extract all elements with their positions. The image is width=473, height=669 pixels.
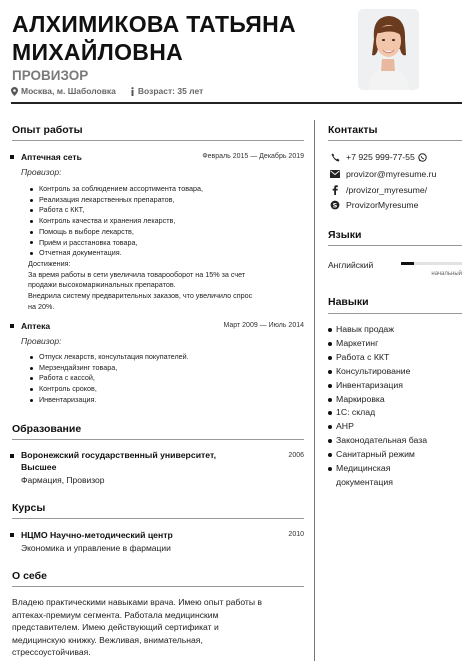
list-item: 1С: склад [328,406,463,420]
list-item: Инвентаризация. [28,395,303,406]
course-name: НЦМО Научно-методический центр [21,530,173,540]
list-item: Работа с кассой, [28,373,303,384]
info-icon [130,87,135,96]
timeline-marker [10,155,14,159]
svg-text:S: S [332,201,338,210]
section-rule [12,439,304,440]
skype-handle: ProvizorMyresume [346,200,419,210]
language-level-bar [401,262,462,265]
institution-line: Высшее [21,461,57,472]
list-item: Отпуск лекарств, консультация покупателей. [28,352,303,363]
section-title-experience: Опыт работы [12,124,83,136]
achievement-line: Внедрила систему предварительных заказов, что увеличило спрос [28,291,253,301]
list-item: Консультирование [328,365,463,379]
list-item: Работа с ККТ, [28,205,303,216]
about-line: Владею практическими навыками врача. Имею опыт работы в [12,597,262,607]
contact-link[interactable] [330,185,427,195]
list-item: Помощь в выборе лекарств, [28,227,303,238]
column-divider [314,120,315,661]
education-institution [21,450,271,473]
language-level-fill [401,262,414,265]
education-year: 2006 [288,452,304,459]
course-year: 2010 [288,531,304,538]
job-company: Аптека [21,321,51,331]
list-item: Контроль за соблюдением ассортимента товара, [28,184,303,195]
contact-phone[interactable] [330,152,427,162]
list-item: Санитарный режим [328,448,463,462]
job-achievements [28,259,304,313]
list-item: Мерзендайзинг товара, [28,363,303,374]
section-rule [328,245,462,246]
section-title-courses: Курсы [12,502,46,514]
achievement-line: Достижения: [28,259,71,268]
name-line-2: МИХАЙЛОВНА [12,39,184,65]
section-rule [12,586,304,587]
about-text [12,596,304,659]
about-line: стрессоустойчивая. [12,647,91,657]
candidate-name [12,10,342,66]
job-duties [28,352,303,406]
skype-icon [330,200,340,210]
about-line: представителем. Имею действующий сертификат и [12,622,219,632]
list-item: Маркировка [328,393,463,407]
achievement-line: на 20%. [28,301,55,311]
header-divider [11,102,462,104]
list-item: Отчетная документация. [28,248,303,259]
list-item: Контроль качества и хранения лекарств, [28,216,303,227]
timeline-marker [10,454,14,458]
achievement-line: продажи высокомаржинальных препаратов. [28,280,176,290]
about-line: аптеках-премиум сегмента. Работала медицинским [12,609,219,620]
location-text: Москва, м. Шаболовка [21,86,116,96]
contact-email[interactable] [330,169,436,179]
contact-skype[interactable] [330,200,418,210]
timeline-marker [10,533,14,537]
list-item: Контроль сроков, [28,384,303,395]
job-role: Провизор: [21,336,62,346]
personal-meta [11,86,203,96]
course-subject: Экономика и управление в фармации [21,543,171,553]
whatsapp-icon [418,153,427,162]
name-line-1: АЛХИМИКОВА ТАТЬЯНА [12,11,296,37]
section-title-contacts: Контакты [328,124,378,136]
job-company: Аптечная сеть [21,152,82,162]
section-rule [12,518,304,519]
envelope-icon [330,170,340,178]
list-item: Инвентаризация [328,379,463,393]
job-dates: Февраль 2015 — Декабрь 2019 [202,153,304,160]
age-text: Возраст: 35 лет [137,86,204,96]
skills-list [328,323,463,490]
section-title-skills: Навыки [328,296,369,308]
section-title-languages: Языки [328,229,362,241]
list-item: Медицинская [328,462,463,476]
phone-number: +7 925 999-77-55 [346,152,415,162]
section-rule [12,140,304,141]
section-rule [328,140,462,141]
position-title: ПРОВИЗОР [12,68,89,83]
section-rule [328,313,462,314]
list-item: Маркетинг [328,337,463,351]
language-level-text: начальный [431,271,462,277]
section-title-education: Образование [12,423,82,435]
list-item: Работа с ККТ [328,351,463,365]
job-dates: Март 2009 — Июль 2014 [223,322,304,329]
timeline-marker [10,324,14,328]
job-duties [28,184,303,259]
list-item: Приём и расстановка товара, [28,238,303,249]
about-line: медицинскую книжку. Вежливая, внимательная, [12,634,203,645]
phone-icon [330,153,340,162]
achievement-line: За время работы в сети увеличила товарооборот на 15% за счет [28,269,246,279]
language-name: Английский [328,260,374,270]
profile-photo [358,9,419,90]
profile-link: /provizor_myresume/ [346,185,428,195]
facebook-icon [330,185,340,195]
list-item: Навык продаж [328,323,463,337]
map-pin-icon [11,87,18,96]
section-title-about: О себе [12,570,47,582]
education-specialty: Фармация, Провизор [21,475,105,485]
list-item: АНР [328,420,463,434]
list-item: Законодательная база [328,434,463,448]
list-item: Реализация лекарственных препаратов, [28,195,303,206]
job-role: Провизор: [21,167,62,177]
email-address: provizor@myresume.ru [346,169,437,179]
list-item: документация [336,476,393,487]
institution-line: Воронежский государственный университет, [21,450,217,460]
